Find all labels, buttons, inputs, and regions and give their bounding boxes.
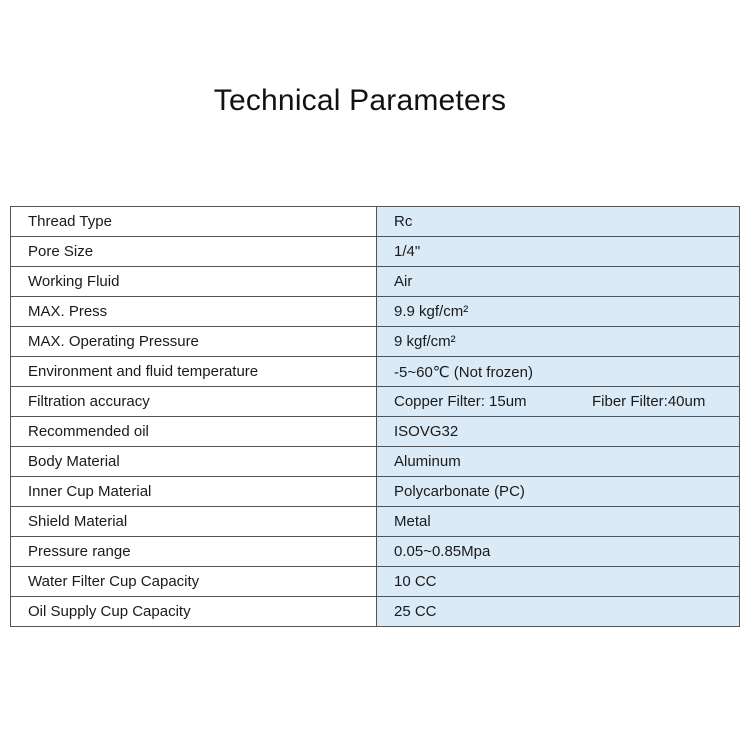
parameter-value: Rc xyxy=(377,207,740,237)
parameter-value: 9 kgf/cm² xyxy=(377,327,740,357)
parameter-value: Air xyxy=(377,267,740,297)
table-row xyxy=(11,357,740,387)
parameter-name: Water Filter Cup Capacity xyxy=(11,567,377,597)
table-row xyxy=(11,237,740,267)
parameter-name: Thread Type xyxy=(11,207,377,237)
table-row xyxy=(11,567,740,597)
parameter-name: Pressure range xyxy=(11,537,377,567)
parameter-name: Working Fluid xyxy=(11,267,377,297)
parameter-name: Inner Cup Material xyxy=(11,477,377,507)
table-row xyxy=(11,417,740,447)
parameter-name: Pore Size xyxy=(11,237,377,267)
table-row xyxy=(11,387,740,417)
parameter-name: Filtration accuracy xyxy=(11,387,377,417)
fiber-filter-value: Fiber Filter:40um xyxy=(592,393,706,410)
parameter-value: ISOVG32 xyxy=(377,417,740,447)
parameter-name: Recommended oil xyxy=(11,417,377,447)
parameter-name: Oil Supply Cup Capacity xyxy=(11,597,377,627)
copper-filter-value: Copper Filter: 15um xyxy=(394,393,527,410)
parameter-name: MAX. Press xyxy=(11,297,377,327)
parameter-name: MAX. Operating Pressure xyxy=(11,327,377,357)
parameter-name: Environment and fluid temperature xyxy=(11,357,377,387)
table-row xyxy=(11,297,740,327)
parameter-value: 10 CC xyxy=(377,567,740,597)
table-row xyxy=(11,597,740,627)
parameter-value: Aluminum xyxy=(377,447,740,477)
table-row xyxy=(11,537,740,567)
parameter-value: 1/4" xyxy=(377,237,740,267)
parameter-value: Metal xyxy=(377,507,740,537)
parameter-value: 9.9 kgf/cm² xyxy=(377,297,740,327)
page-title: Technical Parameters xyxy=(213,84,507,117)
parameter-value: Polycarbonate (PC) xyxy=(377,477,740,507)
parameter-value: 25 CC xyxy=(377,597,740,627)
parameters-table xyxy=(10,206,740,627)
parameter-value: 0.05~0.85Mpa xyxy=(377,537,740,567)
parameter-value xyxy=(377,387,740,417)
parameter-name: Body Material xyxy=(11,447,377,477)
table-row xyxy=(11,327,740,357)
table-row xyxy=(11,267,740,297)
table-row xyxy=(11,207,740,237)
parameter-value: -5~60℃ (Not frozen) xyxy=(377,357,740,387)
table-row xyxy=(11,447,740,477)
table-row xyxy=(11,477,740,507)
parameter-name: Shield Material xyxy=(11,507,377,537)
table-row xyxy=(11,507,740,537)
